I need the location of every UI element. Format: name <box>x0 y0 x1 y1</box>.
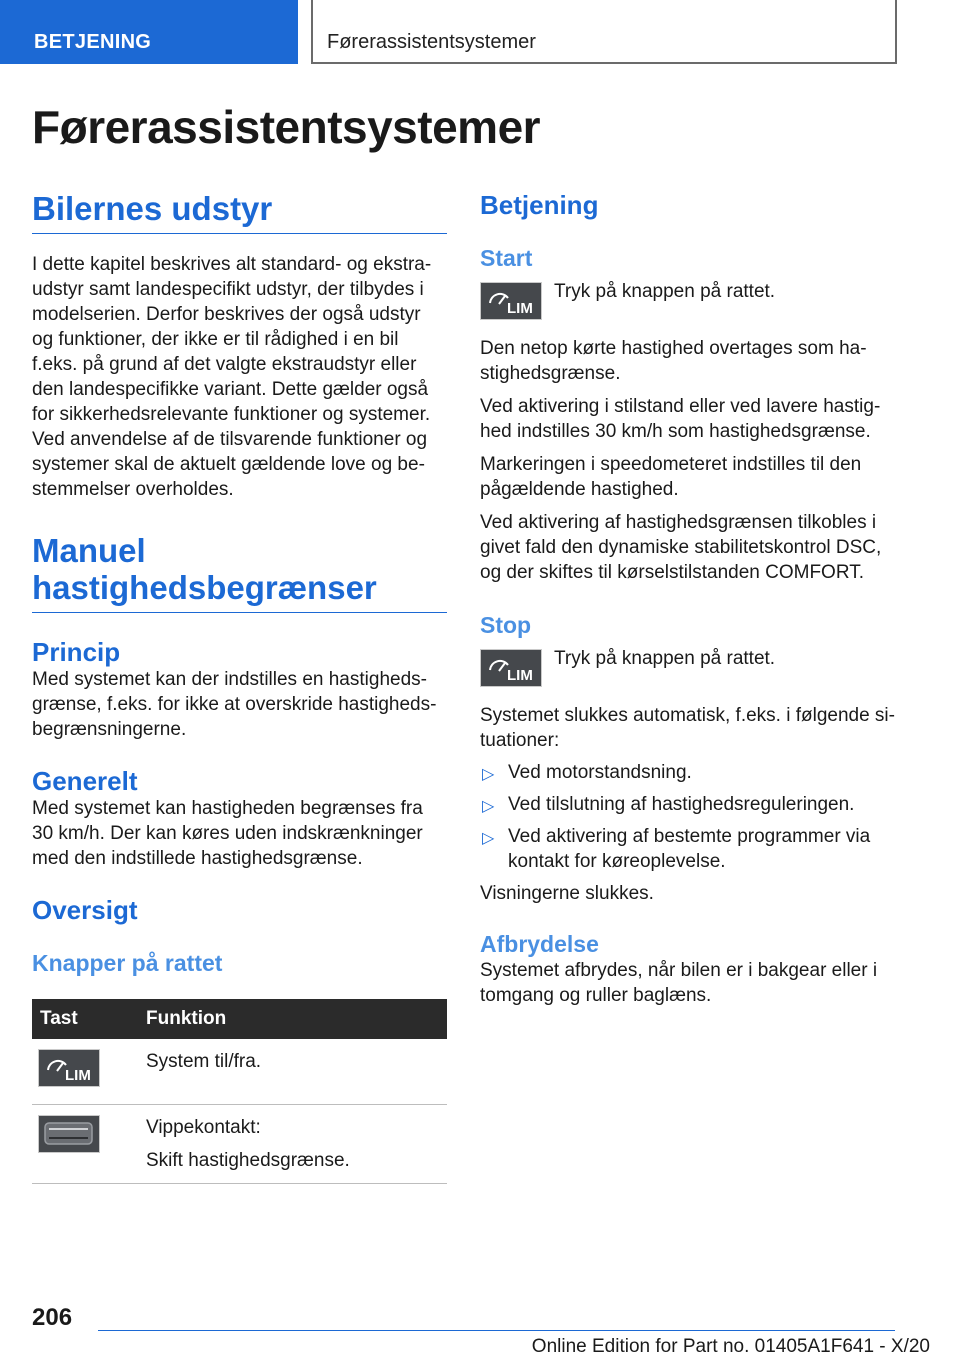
heading-operation: Betjening <box>480 190 599 220</box>
heading-equipment: Bilernes udstyr <box>32 190 447 234</box>
stop-outro: Visningerne slukkes. <box>480 883 654 904</box>
heading-principle: Princip <box>32 637 121 667</box>
function-line: Vippekontakt: <box>146 1117 261 1138</box>
footer-edition: Online Edition for Part no. 01405A1F641 - X/20 <box>531 1336 930 1357</box>
function-line: Skift hastighedsgrænse. <box>146 1150 350 1171</box>
header-chapter-box <box>311 0 897 64</box>
lim-icon-text: LIM <box>65 1067 91 1084</box>
lim-button-icon <box>480 649 542 687</box>
table-header-row <box>32 999 447 1039</box>
function-line: System til/fra. <box>146 1051 262 1072</box>
heading-start: Start <box>480 245 533 271</box>
heading-stop: Stop <box>480 612 532 638</box>
start-paragraph: Ved aktivering i stilstand eller ved lavere hastighed indstilles 30 km/h som hastighedsgrænse. <box>480 396 881 442</box>
start-paragraph: Den netop kørte hastighed overtages som hastighedsgrænse. <box>480 338 867 384</box>
triangle-bullet-icon: ▷ <box>482 830 495 847</box>
list-item <box>480 760 895 785</box>
heading-overview: Oversigt <box>32 895 138 925</box>
table-header-function: Funktion <box>138 999 447 1039</box>
table-header-key: Tast <box>32 999 138 1039</box>
triangle-bullet-icon: ▷ <box>482 798 495 815</box>
footer-rule <box>98 1330 895 1331</box>
lim-button-icon <box>38 1049 100 1087</box>
heading-general: Generelt <box>32 766 138 796</box>
page-number: 206 <box>32 1304 73 1331</box>
heading-interrupt: Afbrydelse <box>480 931 599 957</box>
table-cell-key <box>32 1105 138 1184</box>
start-paragraph: Markeringen i speedometeret indstilles til den pågældende hastighed. <box>480 454 862 500</box>
list-item <box>480 824 895 874</box>
page-title: Førerassistentsystemer <box>32 101 541 153</box>
stop-intro: Systemet slukkes automatisk, f.eks. i følgende situationer: <box>480 705 895 751</box>
stop-list <box>480 760 895 874</box>
header-chapter-label: Førerassistentsystemer <box>327 31 536 53</box>
stop-instruction: Tryk på knappen på rattet. <box>554 648 776 669</box>
right-column <box>480 190 895 1008</box>
triangle-bullet-icon: ▷ <box>482 766 495 783</box>
stop-instruction-row <box>480 649 895 687</box>
header-section-label: BETJENING <box>34 31 152 53</box>
paragraph-interrupt: Systemet afbrydes, når bilen er i bakgear eller i tomgang og ruller baglæns. <box>480 960 878 1006</box>
list-item-text: Ved motorstandsning. <box>508 762 692 783</box>
table-cell-key <box>32 1039 138 1105</box>
paragraph-general: Med systemet kan hastigheden begrænses fra 30 km/h. Der kan køres uden indskrænkninger med den indstillede hastighedsgrænse. <box>32 798 423 869</box>
buttons-table <box>32 999 447 1184</box>
lim-icon-text: LIM <box>507 667 533 684</box>
paragraph-equipment: I dette kapitel beskrives alt standard- og ekstraudstyr samt landespecifikt udstyr, der tilbydes i modelserien. Derfor beskrives der også udstyr og funktioner, der ikke er til rådighed i en bil f.eks. på grund af det valgte ekstraudstyr eller den landespecifikke variant. Dette gælder også for sikkerhedsrelevante funktioner og systemer. Ved anvendelse af de tilsvarende funktioner og systemer skal de aktuelt gældende love og bestemmelser overholdes. <box>32 254 432 500</box>
table-cell-function <box>138 1105 447 1184</box>
start-paragraph: Ved aktivering af hastighedsgrænsen tilkobles i givet fald den dynamiske stabilitetskontrol DSC, og der skiftes til kørselstilstanden COMFORT. <box>480 512 882 583</box>
heading-steering-buttons: Knapper på rattet <box>32 950 223 976</box>
table-row <box>32 1039 447 1105</box>
table-row <box>32 1105 447 1184</box>
list-item <box>480 792 895 817</box>
header-section-tab <box>0 0 298 64</box>
left-column <box>32 190 447 1184</box>
heading-manual-limiter: Manuel hastighedsbegrænser <box>32 532 447 613</box>
list-item-text: Ved aktivering af bestemte programmer via kontakt for køreoplevelse. <box>508 826 871 872</box>
list-item-text: Ved tilslutning af hastighedsreguleringen. <box>508 794 855 815</box>
lim-icon-text: LIM <box>507 300 533 317</box>
paragraph-principle: Med systemet kan der indstilles en hastighedsgrænse, f.eks. for ikke at overskride hastighedsbegrænsningerne. <box>32 669 437 740</box>
start-instruction-row <box>480 282 895 320</box>
table-cell-function <box>138 1039 447 1105</box>
lim-button-icon <box>480 282 542 320</box>
start-instruction: Tryk på knappen på rattet. <box>554 281 776 302</box>
rocker-switch-icon <box>38 1115 100 1153</box>
